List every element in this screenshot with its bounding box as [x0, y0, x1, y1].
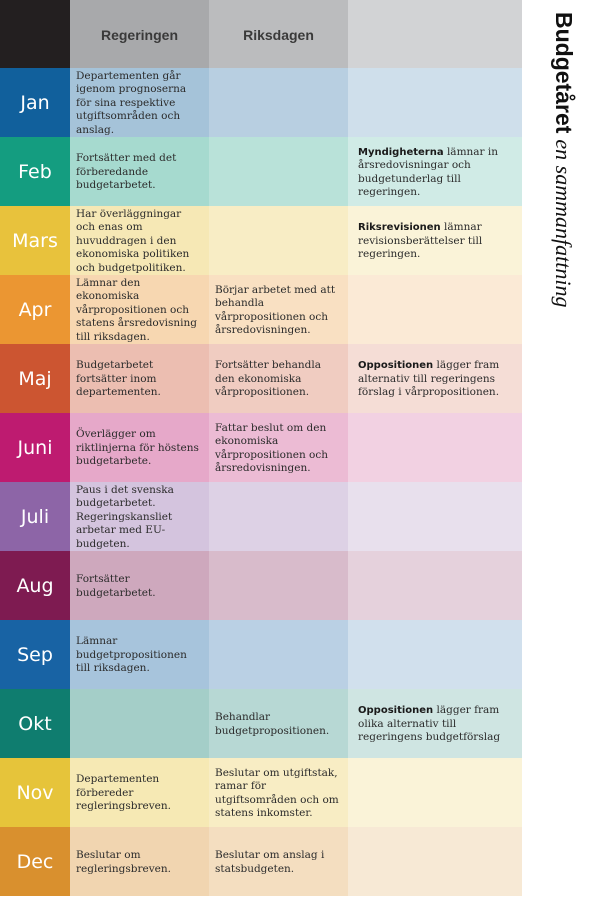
month-text: Nov [16, 781, 54, 804]
header-regeringen [70, 0, 209, 68]
others-cell [348, 413, 522, 482]
riksdagen-cell [209, 206, 348, 275]
month-text: Jan [20, 91, 50, 114]
regeringen-cell [70, 620, 209, 689]
header-riksdagen [209, 0, 348, 68]
riksdagen-cell [209, 344, 348, 413]
actor-name: Oppositionen [358, 705, 434, 717]
month-text: Maj [18, 367, 52, 390]
regeringen-text: Fortsätter med det förberedande budgetarbetet. [76, 152, 177, 192]
others-cell [348, 206, 522, 275]
others-cell [348, 68, 522, 137]
month-label [0, 689, 70, 758]
others-cell [348, 620, 522, 689]
riksdagen-cell [209, 551, 348, 620]
month-label [0, 68, 70, 137]
regeringen-cell [70, 344, 209, 413]
riksdagen-text: Börjar arbetet med att behandla vårpropositionen och årsredovisningen. [215, 283, 336, 336]
riksdagen-cell [209, 758, 348, 827]
month-text: Mars [12, 229, 58, 252]
month-label [0, 827, 70, 896]
actor-text: lägger fram alternativ till regeringens förslag i vårpropositionen. [358, 359, 500, 399]
riksdagen-text: Fortsätter behandla den ekonomiska vårpropositionen. [215, 359, 321, 399]
others-cell [348, 758, 522, 827]
table-row [0, 620, 522, 689]
others-cell [348, 275, 522, 344]
riksdagen-cell [209, 275, 348, 344]
month-label [0, 482, 70, 551]
riksdagen-text: Beslutar om utgiftstak, ramar för utgiftsområden och om statens inkomster. [215, 766, 339, 819]
riksdagen-text: Fattar beslut om den ekonomiska vårpropositionen och årsredovisningen. [215, 421, 329, 474]
riksdagen-cell [209, 137, 348, 206]
header-riksdagen-label: Riksdagen [243, 27, 314, 43]
others-cell [348, 827, 522, 896]
riksdagen-cell [209, 413, 348, 482]
table-row [0, 137, 522, 206]
regeringen-cell [70, 275, 209, 344]
table-row [0, 689, 522, 758]
others-cell [348, 689, 522, 758]
others-cell [348, 137, 522, 206]
others-cell [348, 551, 522, 620]
budget-table [0, 68, 522, 896]
month-text: Dec [16, 850, 54, 873]
month-text: Aug [16, 574, 54, 597]
regeringen-text: Paus i det svenska budgetarbetet. Regeringskansliet arbetar med EU-budgeten. [76, 483, 174, 550]
regeringen-text: Lämnar budgetpropositionen till riksdagen. [76, 635, 187, 675]
regeringen-text: Beslutar om regleringsbreven. [76, 849, 171, 875]
table-row [0, 827, 522, 896]
header-corner [0, 0, 70, 68]
regeringen-text: Fortsätter budgetarbetet. [76, 573, 156, 599]
regeringen-text: Lämnar den ekonomiska vårpropositionen och statens årsredovisning till riksdagen. [76, 276, 198, 343]
table-row [0, 551, 522, 620]
month-text: Okt [18, 712, 52, 735]
regeringen-cell [70, 68, 209, 137]
regeringen-cell [70, 551, 209, 620]
riksdagen-cell [209, 482, 348, 551]
actor-name: Myndigheterna [358, 146, 444, 158]
others-cell [348, 482, 522, 551]
riksdagen-text: Behandlar budgetpropositionen. [215, 711, 330, 737]
others-cell [348, 344, 522, 413]
actor-text: lämnar revisionsberättelser till regeringen. [358, 221, 483, 261]
table-row [0, 275, 522, 344]
actor-name: Riksrevisionen [358, 222, 441, 234]
actor-name: Oppositionen [358, 360, 434, 372]
regeringen-text: Departementen förbereder regleringsbreven. [76, 773, 171, 813]
month-text: Apr [18, 298, 52, 321]
month-text: Feb [18, 160, 52, 183]
riksdagen-cell [209, 620, 348, 689]
month-label [0, 620, 70, 689]
table-header [0, 0, 522, 68]
regeringen-text: Överlägger om riktlinjerna för höstens budgetarbete. [76, 428, 199, 468]
regeringen-text: Departementen går igenom prognoserna för sina respektive utgiftsområden och anslag. [76, 69, 187, 136]
month-label [0, 275, 70, 344]
table-row [0, 482, 522, 551]
month-text: Juni [17, 436, 53, 459]
month-label [0, 344, 70, 413]
regeringen-cell [70, 482, 209, 551]
table-row [0, 206, 522, 275]
regeringen-text: Budgetarbetet fortsätter inom departementen. [76, 359, 161, 399]
title-sub: en sammanfattning [551, 139, 576, 308]
riksdagen-text: Beslutar om anslag i statsbudgeten. [215, 849, 325, 875]
regeringen-cell [70, 413, 209, 482]
title-main: Budgetåret [551, 12, 577, 134]
header-others [348, 0, 522, 68]
regeringen-cell [70, 206, 209, 275]
table-row [0, 413, 522, 482]
table-row [0, 68, 522, 137]
month-text: Juli [20, 505, 50, 528]
riksdagen-cell [209, 68, 348, 137]
regeringen-cell [70, 689, 209, 758]
regeringen-cell [70, 137, 209, 206]
regeringen-cell [70, 758, 209, 827]
month-label [0, 206, 70, 275]
month-text: Sep [17, 643, 53, 666]
table-row [0, 758, 522, 827]
header-regeringen-label: Regeringen [100, 27, 178, 43]
riksdagen-cell [209, 689, 348, 758]
riksdagen-cell [209, 827, 348, 896]
month-label [0, 551, 70, 620]
month-label [0, 137, 70, 206]
actor-text: lämnar in årsredovisningar och budgetunderlag till regeringen. [358, 145, 499, 198]
month-label [0, 413, 70, 482]
month-label [0, 758, 70, 827]
regeringen-cell [70, 827, 209, 896]
vertical-title [540, 12, 584, 372]
actor-text: lägger fram olika alternativ till regeringens budgetförslag [358, 704, 501, 744]
regeringen-text: Har överläggningar och enas om huvuddragen i den ekonomiska politiken och budgetpolitiken. [76, 207, 190, 274]
table-row [0, 344, 522, 413]
